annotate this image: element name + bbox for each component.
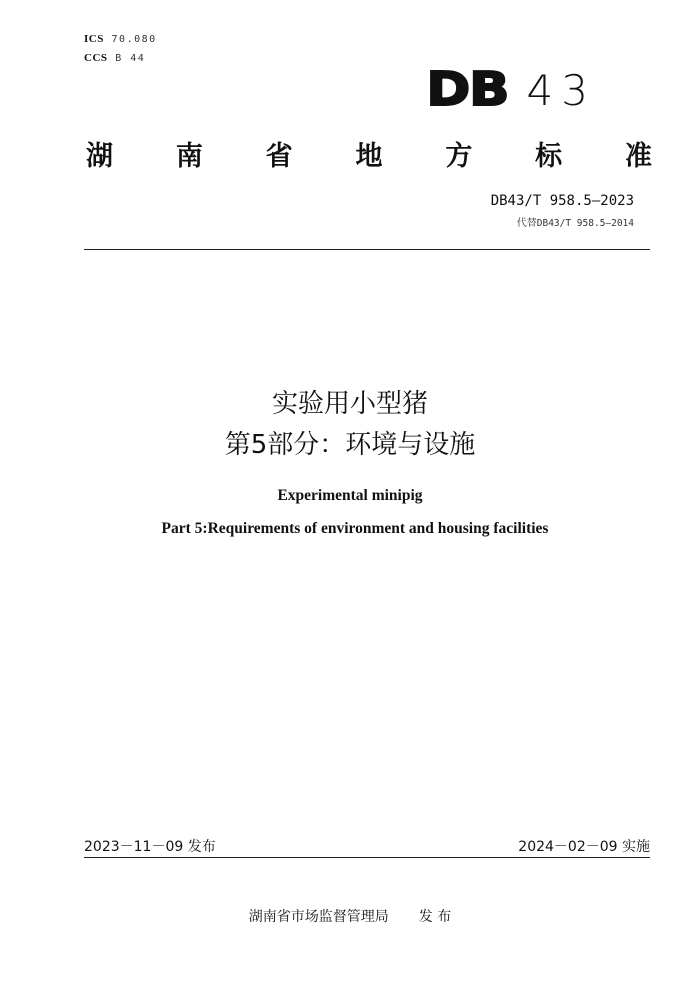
title-en-main: Experimental minipig bbox=[277, 487, 423, 504]
db-mark bbox=[426, 62, 596, 116]
standard-type-char: 准 bbox=[624, 141, 652, 172]
ics-value: 70.080 bbox=[111, 34, 157, 45]
standard-code: DB43/T 958.5—2023 bbox=[490, 193, 634, 209]
publisher-action: 发 布 bbox=[418, 909, 452, 925]
standard-type-char: 南 bbox=[175, 141, 203, 172]
standard-type-char: 标 bbox=[535, 141, 563, 172]
ccs-classification bbox=[84, 52, 145, 64]
standard-type-char: 湖 bbox=[86, 141, 113, 172]
ics-classification bbox=[84, 33, 157, 45]
standard-type-char: 方 bbox=[445, 141, 473, 172]
ics-label: ICS bbox=[84, 33, 104, 45]
implementation-date: 2024－02－09 实施 bbox=[518, 839, 650, 855]
title-cn-main: 实验用小型猪 bbox=[271, 389, 428, 419]
top-divider bbox=[84, 249, 650, 250]
ccs-label: CCS bbox=[84, 52, 108, 64]
db-region-number: 43 bbox=[526, 66, 596, 115]
publisher-name: 湖南省市场监督管理局 bbox=[248, 909, 389, 925]
replaces-note bbox=[517, 214, 634, 229]
standard-type-char: 省 bbox=[265, 141, 293, 172]
title-en-part: Part 5:Requirements of environment and housing facilities bbox=[161, 520, 549, 537]
title-cn-part: 第5部分：环境与设施 bbox=[224, 430, 476, 460]
db-logo: DB bbox=[426, 62, 509, 116]
issue-date: 2023－11－09 发布 bbox=[84, 839, 216, 855]
standard-type-char: 地 bbox=[355, 141, 383, 172]
bottom-divider bbox=[84, 857, 650, 858]
replaces-prefix: 代替 bbox=[516, 218, 537, 229]
standard-type-heading bbox=[86, 134, 652, 173]
ccs-value: B 44 bbox=[115, 53, 146, 64]
replaces-code: DB43/T 958.5—2014 bbox=[536, 218, 634, 229]
publisher bbox=[0, 906, 700, 926]
